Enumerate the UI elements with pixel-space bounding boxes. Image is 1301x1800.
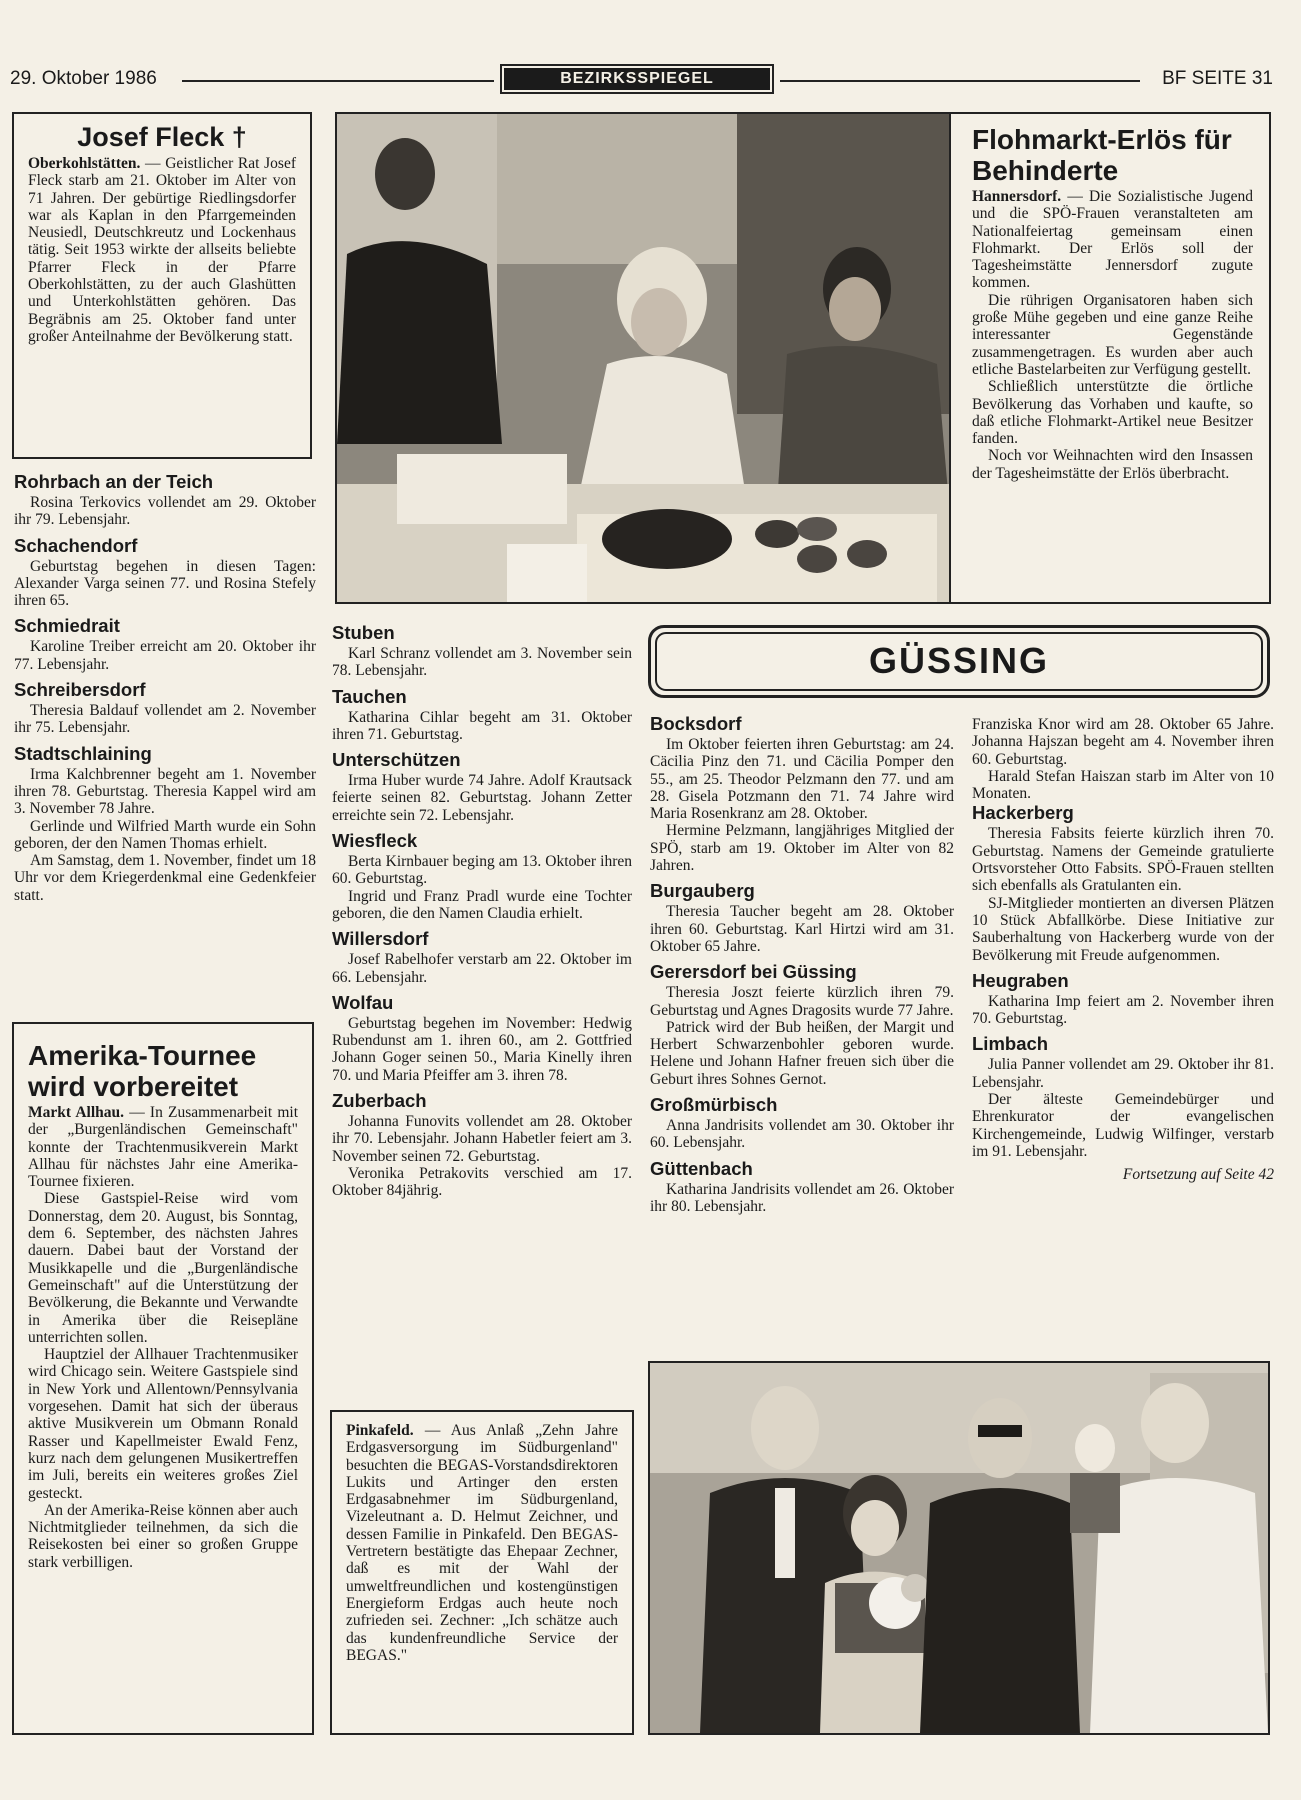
- notice-text: [332, 709, 632, 744]
- notice-text: [650, 736, 954, 874]
- notice-place: Stuben: [332, 622, 395, 643]
- notice-place: Schachendorf: [14, 534, 138, 556]
- notice-place: Rohrbach an der Teich: [14, 471, 214, 492]
- notice-text: [650, 1181, 954, 1216]
- article-paragraph: Diese Gastspiel-Reise wird vom Donnerstag, dem 20. August, bis Sonntag, dem 6. September, des nächsten Jahres dauern. Dabei baut der Vorstand der Musikkapelle und die „Burgenländische Gemeinschaft" auf die Unterstützung der Bevölkerung, die Bekannte und Verwandte in Amerika über die Reisepläne unterrichten sollen.: [28, 1190, 298, 1346]
- guessing-column-b-notices: [972, 802, 1274, 1160]
- dateline: Oberkohlstätten.: [28, 155, 141, 172]
- photo-pinkafeld: [648, 1361, 1270, 1735]
- article-paragraph: Noch vor Weihnachten wird den Insassen der Tagesheimstätte der Erlös überbracht.: [972, 447, 1253, 482]
- article-paragraph: Hauptziel der Allhauer Trachtenmusiker wird Chicago sein. Weitere Gastspiele sind in New York und Allentown/Pennsylvania vorgesehen. Damit hat sich der überaus aktive Musikverein um Obmann Ronald Rasser und Kapellmeister Ewald Fenz, kurz nach dem gelungenen Musikertreffen im Juli, bereits ein weiteres großes Ziel gesteckt.: [28, 1346, 298, 1502]
- flohmarkt-text: [972, 188, 1253, 482]
- dateline: Hannersdorf.: [972, 188, 1062, 205]
- notice-place: Willersdorf: [332, 928, 429, 950]
- pinkafeld-text: [346, 1422, 618, 1664]
- notice-paragraph: Johanna Funovits vollendet am 28. Oktober ihr 70. Lebensjahr. Johann Habetler feiert am 3. November seinen 72. Geburtstag.: [332, 1113, 632, 1165]
- notice-paragraph: Am Samstag, dem 1. November, findet um 18 Uhr vor dem Kriegerdenkmal eine Gedenkfeier statt.: [14, 852, 316, 904]
- notice-paragraph: Veronika Petrakovits verschied am 17. Oktober 84jährig.: [332, 1164, 632, 1200]
- dateline: Markt Allhau.: [28, 1104, 125, 1121]
- notice-paragraph: Im Oktober feierten ihren Geburtstag: am 24. Cäcilia Pinz den 71. und Cäcilia Pomper den 55., am 25. Theodor Pelzmann den 77. und am 28. Gisela Potzmann den 71. 74 Jahre wird Maria Rosenkranz am 28. Oktober.: [650, 736, 954, 823]
- pinkafeld-dateline: Pinkafeld.: [346, 1422, 414, 1439]
- notice-place: Zuberbach: [332, 1090, 427, 1112]
- pinkafeld-caption: [330, 1410, 634, 1735]
- notice-place: Schreibersdorf: [14, 679, 146, 701]
- notice-paragraph: Karl Schranz vollendet am 3. November sein 78. Lebensjahr.: [332, 645, 632, 680]
- notice-paragraph: Theresia Taucher begeht am 28. Oktober ihren 60. Geburtstag. Karl Hirtzi wird am 31. Oktober 65 Jahre.: [650, 903, 954, 955]
- header-rule-right: [780, 80, 1140, 82]
- notice-paragraph: Der älteste Gemeindebürger und Ehrenkurator der evangelischen Kirchengemeinde, Ludwig Wilfinger, verstarb im 91. Lebensjahr.: [972, 1091, 1274, 1160]
- guessing-title: GÜSSING: [655, 632, 1263, 691]
- notice-text: [14, 494, 316, 529]
- notice-place: Burgauberg: [650, 880, 755, 902]
- notice-text: [14, 766, 316, 904]
- pinkafeld-body: — Aus Anlaß „Zehn Jahre Erdgasversorgung im Südburgenland" besuchten die BEGAS-Vorstandsdirektoren Lukits und Artinger den ersten Erdgasabnehmer im Südburgenland, Vizeleutnant a. D. Helmut Zeichner, und dessen Familie in Pinkafeld. Den BEGAS-Vertretern bestätigte das Ehepaar Zechner, daß es mit der Wahl der umweltfreundlichen und kostengünstigen Energieform Erdgas auch heute noch zufrieden sei. Zechner: „Ich schätze auch das kundenfreundliche Service der BEGAS.": [346, 1422, 618, 1664]
- continued-note: Fortsetzung auf Seite 42: [1122, 1166, 1274, 1184]
- notice-paragraph: Katharina Imp feiert am 2. November ihren 70. Geburtstag.: [972, 992, 1274, 1028]
- flohmarkt-title: Flohmarkt-Erlös für Behinderte: [972, 124, 1232, 186]
- notice-place: Wiesfleck: [332, 830, 418, 852]
- article-paragraph: [28, 1104, 298, 1190]
- notice-place: Großmürbisch: [650, 1094, 778, 1116]
- notice-paragraph: Katharina Jandrisits vollendet am 26. Oktober ihr 80. Lebensjahr.: [650, 1180, 954, 1215]
- notice-text: [332, 772, 632, 824]
- guessing-column-a: [650, 713, 954, 1215]
- obituary-title: Josef Fleck †: [77, 122, 247, 152]
- notice-paragraph: Rosina Terkovics vollendet am 29. Oktober ihr 79. Lebensjahr.: [14, 494, 316, 529]
- notice-place: Heugraben: [972, 969, 1069, 991]
- guessing-column-b: [972, 716, 1274, 1184]
- notice-text: [14, 638, 316, 673]
- paragraph-text: — Die Sozialistische Jugend und die SPÖ-Frauen veranstalteten am Nationalfeiertag gemeinsam einen Flohmarkt. Der Erlös soll der Tagesheimstätte Jennersdorf zugute kommen.: [972, 188, 1253, 292]
- notice-paragraph: Irma Kalchbrenner begeht am 1. November ihren 78. Geburtstag. Theresia Kappel wird am 3. November 78 Jahre.: [14, 765, 316, 818]
- notice-paragraph: Theresia Baldauf vollendet am 2. November ihr 75. Lebensjahr.: [14, 702, 316, 737]
- notice-paragraph: Theresia Fabsits feierte kürzlich ihren 70. Geburtstag. Namens der Gemeinde gratulierte Ortsvorsteher Otto Fabsits. SPÖ-Frauen stellten sich ebenfalls als Gratulanten ein.: [972, 825, 1274, 895]
- notice-text: [972, 993, 1274, 1028]
- notice-text: [332, 645, 632, 680]
- header-rule-left: [182, 80, 494, 82]
- notice-paragraph: Geburtstag begehen im November: Hedwig Rubendunst am 1. ihren 60., am 2. Gottfried Johann Goger seinen 50., Maria Kinelly ihren 70. und Maria Pfeiffer am 3. ihren 78.: [332, 1014, 632, 1084]
- obituary-body: — Geistlicher Rat Josef Fleck starb am 21. Oktober im Alter von 71 Jahren. Der gebürtige Riedlingsdorfer war als Kaplan in den Pfarrgemeinden Neusiedl, Deutschkreutz und Lockenhaus tätig. Seit 1953 wirkte der allseits beliebte Pfarrer Fleck in der Pfarre Oberkohlstätten, zu der auch Glashütten und Unterkohlstätten gehören. Das Begräbnis am 25. Oktober fand unter großer Anteilnahme der Bevölkerung statt.: [28, 155, 296, 345]
- notice-paragraph: Theresia Joszt feierte kürzlich ihren 79. Geburtstag und Agnes Dragosits wurde 77 Jahre.: [650, 984, 954, 1019]
- notice-text: [332, 951, 632, 986]
- paragraph-text: — In Zusammenarbeit mit der „Burgenländischen Gemeinschaft" konnte der Trachtenmusikverein Markt Allhau für nächstes Jahr eine Amerika-Tournee fixieren.: [28, 1104, 298, 1191]
- notice-text: [332, 1015, 632, 1084]
- article-paragraph: Die rührigen Organisatoren haben sich große Mühe gegeben und eine ganze Reihe interessanter Gegenstände zusammengetragen. Es wurden aber auch etliche Bastelarbeiten zur Verfügung gestellt.: [972, 291, 1253, 378]
- notice-paragraph: Ingrid und Franz Pradl wurde eine Tochter geboren, die den Namen Claudia erhielt.: [332, 887, 632, 922]
- notice-paragraph: Berta Kirnbauer beging am 13. Oktober ihren 60. Geburtstag.: [332, 853, 632, 888]
- notice-paragraph: Katharina Cihlar begeht am 31. Oktober ihren 71. Geburtstag.: [332, 708, 632, 743]
- photo-pinkafeld-image: [650, 1363, 1268, 1733]
- notice-paragraph: SJ-Mitglieder montierten an diversen Plätzen 10 Stück Abfallkörbe. Diese Initiative zur Sauberhaltung von Hackerberg wurde von der Bevölkerung mit Freude aufgenommen.: [972, 894, 1274, 964]
- notice-place: Tauchen: [332, 685, 407, 707]
- notice-place: Bocksdorf: [650, 713, 742, 734]
- notice-text: [650, 984, 954, 1088]
- intro-paragraph-2: Harald Stefan Haiszan starb im Alter von 10 Monaten.: [972, 767, 1274, 803]
- section-title: BEZIRKSSPIEGEL: [504, 68, 770, 90]
- article-paragraph: Schließlich unterstützte die örtliche Bevölkerung das Vorhaben und kaufte, so daß etliche Flohmarkt-Artikel neue Besitzer fanden.: [972, 378, 1253, 448]
- column-1-notices: [14, 471, 316, 904]
- notice-text: [972, 825, 1274, 963]
- obituary-box: [12, 112, 312, 459]
- notice-paragraph: Gerlinde und Wilfried Marth wurde ein Sohn geboren, der den Namen Thomas erhielt.: [14, 817, 316, 852]
- page-number: BF SEITE 31: [1156, 68, 1273, 90]
- notice-text: [972, 1056, 1274, 1160]
- amerika-title: Amerika-Tournee wird vorbereitet: [28, 1040, 257, 1102]
- notice-paragraph: Karoline Treiber erreicht am 20. Oktober ihr 77. Lebensjahr.: [14, 638, 316, 673]
- photo-flohmarkt: [335, 112, 951, 604]
- notice-text: [650, 903, 954, 955]
- notice-place: Unterschützen: [332, 749, 461, 771]
- notice-place: Hackerberg: [972, 802, 1074, 824]
- notice-text: [332, 1113, 632, 1199]
- notice-text: [14, 702, 316, 737]
- notice-text: [14, 558, 316, 610]
- column-2-notices: [332, 622, 632, 1200]
- notice-place: Güttenbach: [650, 1157, 753, 1179]
- guessing-col-b-intro: [972, 716, 1274, 802]
- obituary-text: [28, 155, 296, 345]
- notice-paragraph: Julia Panner vollendet am 29. Oktober ihr 81. Lebensjahr.: [972, 1056, 1274, 1091]
- notice-text: [650, 1117, 954, 1152]
- article-paragraph: An der Amerika-Reise können aber auch Nichtmitglieder teilnehmen, da sich die Reisekosten bei einer so großen Gruppe stark verbilligen.: [28, 1501, 298, 1571]
- notice-paragraph: Hermine Pelzmann, langjähriges Mitglied der SPÖ, starb am 19. Oktober im Alter von 82 Jahren.: [650, 822, 954, 875]
- article-paragraph: [972, 188, 1253, 292]
- notice-text: [332, 853, 632, 922]
- photo-flohmarkt-image: [337, 114, 949, 602]
- notice-place: Gerersdorf bei Güssing: [650, 961, 857, 983]
- notice-paragraph: Irma Huber wurde 74 Jahre. Adolf Krautsack feierte seinen 82. Geburtstag. Johann Zetter erreichte sein 72. Lebensjahr.: [332, 772, 632, 824]
- intro-paragraph: Franziska Knor wird am 28. Oktober 65 Jahre. Johanna Hajszan begeht am 4. November ihren 60. Geburtstag.: [972, 716, 1274, 768]
- notice-paragraph: Patrick wird der Bub heißen, der Margit und Herbert Schwarzenbohler geboren wurde. Helene und Johann Hafner freuen sich über die Geburt ihres Sohnes Gernot.: [650, 1018, 954, 1088]
- notice-place: Wolfau: [332, 991, 394, 1013]
- section-banner: [500, 64, 774, 94]
- notice-paragraph: Anna Jandrisits vollendet am 30. Oktober ihr 60. Lebensjahr.: [650, 1117, 954, 1152]
- amerika-text: [28, 1104, 298, 1571]
- flohmarkt-article: [949, 112, 1271, 604]
- notice-paragraph: Geburtstag begehen in diesen Tagen: Alexander Varga seinen 77. und Rosina Stefely ihren 65.: [14, 557, 316, 610]
- notice-place: Schmiedrait: [14, 615, 120, 637]
- issue-date: 29. Oktober 1986: [10, 68, 163, 90]
- notice-place: Stadtschlaining: [14, 742, 152, 764]
- amerika-article: [12, 1022, 314, 1735]
- guessing-banner: [648, 625, 1270, 698]
- notice-paragraph: Josef Rabelhofer verstarb am 22. Oktober im 66. Lebensjahr.: [332, 951, 632, 986]
- notice-place: Limbach: [972, 1033, 1049, 1055]
